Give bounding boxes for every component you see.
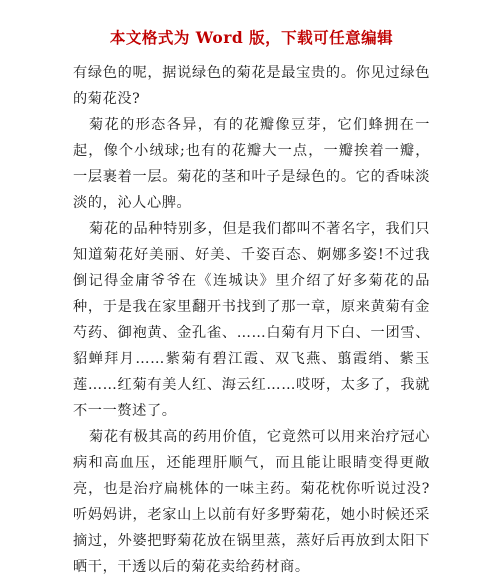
- paragraph-2: 菊花的形态各异，有的花瓣像豆芽，它们蜂拥在一起，像个小绒球;也有的花瓣大一点，一瓣挨着一瓣，一层裹着一层。菊花的茎和叶子是绿色的。它的香味淡淡的，沁人心脾。: [73, 117, 430, 211]
- paragraph-4: 菊花有极其高的药用价值，它竟然可以用来治疗冠心病和高血压，还能理肝顺气，而且能让眼睛变得更敞亮，也是治疗扁桃体的一味主药。菊花枕你听说过没?听妈妈讲，老家山上以前有好多野菊花，她小时候还采摘过，外婆把野菊花放在锅里蒸，蒸好后再放到太阳下晒干，干透以后的菊花卖给药材商。: [73, 429, 430, 575]
- paragraph-3: 菊花的品种特别多，但是我们都叫不著名字，我们只知道菊花好美丽、好美、千姿百态、婀娜多姿!不过我倒记得金庸爷爷在《连城诀》里介绍了好多菊花的品种，于是我在家里翻开书找到了那一章，原来黄菊有金芍药、御袍黄、金孔雀、……白菊有月下白、一团雪、貂蝉拜月……紫菊有碧江霞、双飞燕、翦霞绡、紫玉莲……红菊有美人红、海云红……哎呀，太多了，我就不一一赘述了。: [73, 221, 430, 419]
- header-banner: 本文格式为 Word 版，下载可任意编辑: [109, 28, 394, 47]
- paragraph-1: 有绿色的呢，据说绿色的菊花是最宝贵的。你见过绿色的菊花没?: [73, 65, 430, 107]
